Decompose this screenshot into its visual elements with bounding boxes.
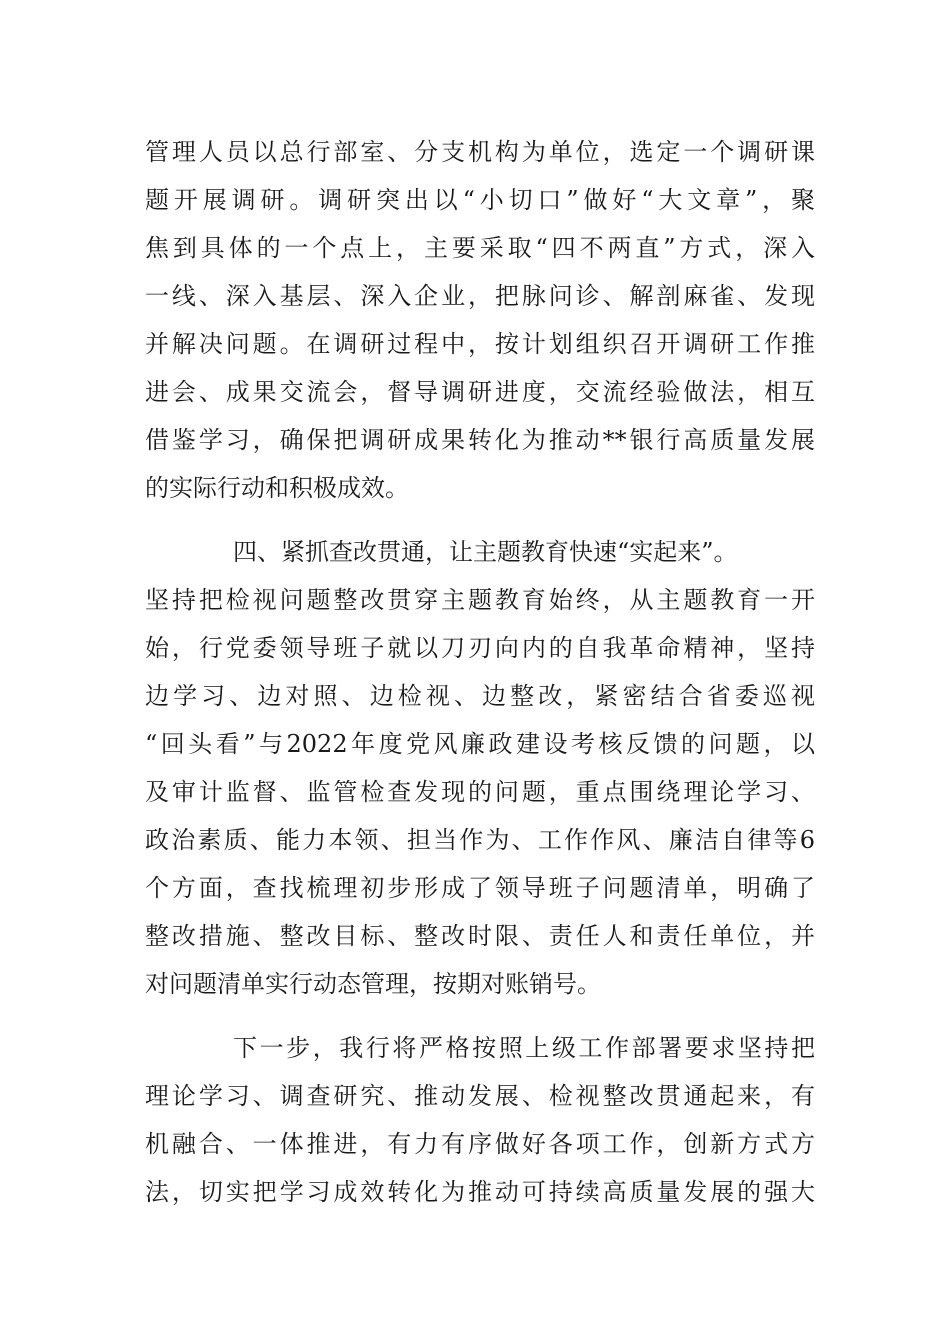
text-line: 下一步，我行将严格按照上级工作部署要求坚持把 (233, 1034, 815, 1062)
section-heading: 四、紧抓查改贯通，让主题教育快速“实起来”。 (233, 538, 738, 566)
text-line: 管理人员以总行部室、分支机构为单位，选定一个调研课 (145, 138, 815, 166)
text-line: 机融合、一体推进，有力有序做好各项工作，创新方式方 (145, 1130, 815, 1158)
text-line: 法，切实把学习成效转化为推动可持续高质量发展的强大 (145, 1178, 815, 1206)
text-line: “回头看”与2022年度党风廉政建设考核反馈的问题，以 (145, 730, 815, 758)
text-line: 政治素质、能力本领、担当作为、工作作风、廉洁自律等6 (145, 826, 815, 854)
text-line: 题开展调研。调研突出以“小切口”做好“大文章”，聚 (145, 186, 815, 214)
paragraph-next-steps (145, 1024, 815, 1216)
text-line: 的实际行动和积极成效。 (145, 474, 409, 502)
text-line: 始，行党委领导班子就以刀刃向内的自我革命精神，坚持 (145, 634, 815, 662)
text-line: 并解决问题。在调研过程中，按计划组织召开调研工作推 (145, 330, 815, 358)
text-line: 整改措施、整改目标、整改时限、责任人和责任单位，并 (145, 922, 815, 950)
paragraph-research (145, 128, 815, 512)
text-line: 借鉴学习，确保把调研成果转化为推动**银行高质量发展 (145, 426, 815, 454)
text-line: 理论学习、调查研究、推动发展、检视整改贯通起来，有 (145, 1082, 815, 1110)
text-line: 坚持把检视问题整改贯穿主题教育始终，从主题教育一开 (145, 586, 815, 614)
text-line: 一线、深入基层、深入企业，把脉问诊、解剖麻雀、发现 (145, 282, 815, 310)
text-line: 及审计监督、监管检查发现的问题，重点围绕理论学习、 (145, 778, 815, 806)
text-line: 焦到具体的一个点上，主要采取“四不两直”方式，深入 (145, 234, 815, 262)
text-line: 个方面，查找梳理初步形成了领导班子问题清单，明确了 (145, 874, 815, 902)
text-line: 对问题清单实行动态管理，按期对账销号。 (145, 970, 601, 998)
text-line: 进会、成果交流会，督导调研进度，交流经验做法，相互 (145, 378, 815, 406)
paragraph-section-four (145, 528, 815, 1008)
text-line: 边学习、边对照、边检视、边整改，紧密结合省委巡视 (145, 682, 815, 710)
